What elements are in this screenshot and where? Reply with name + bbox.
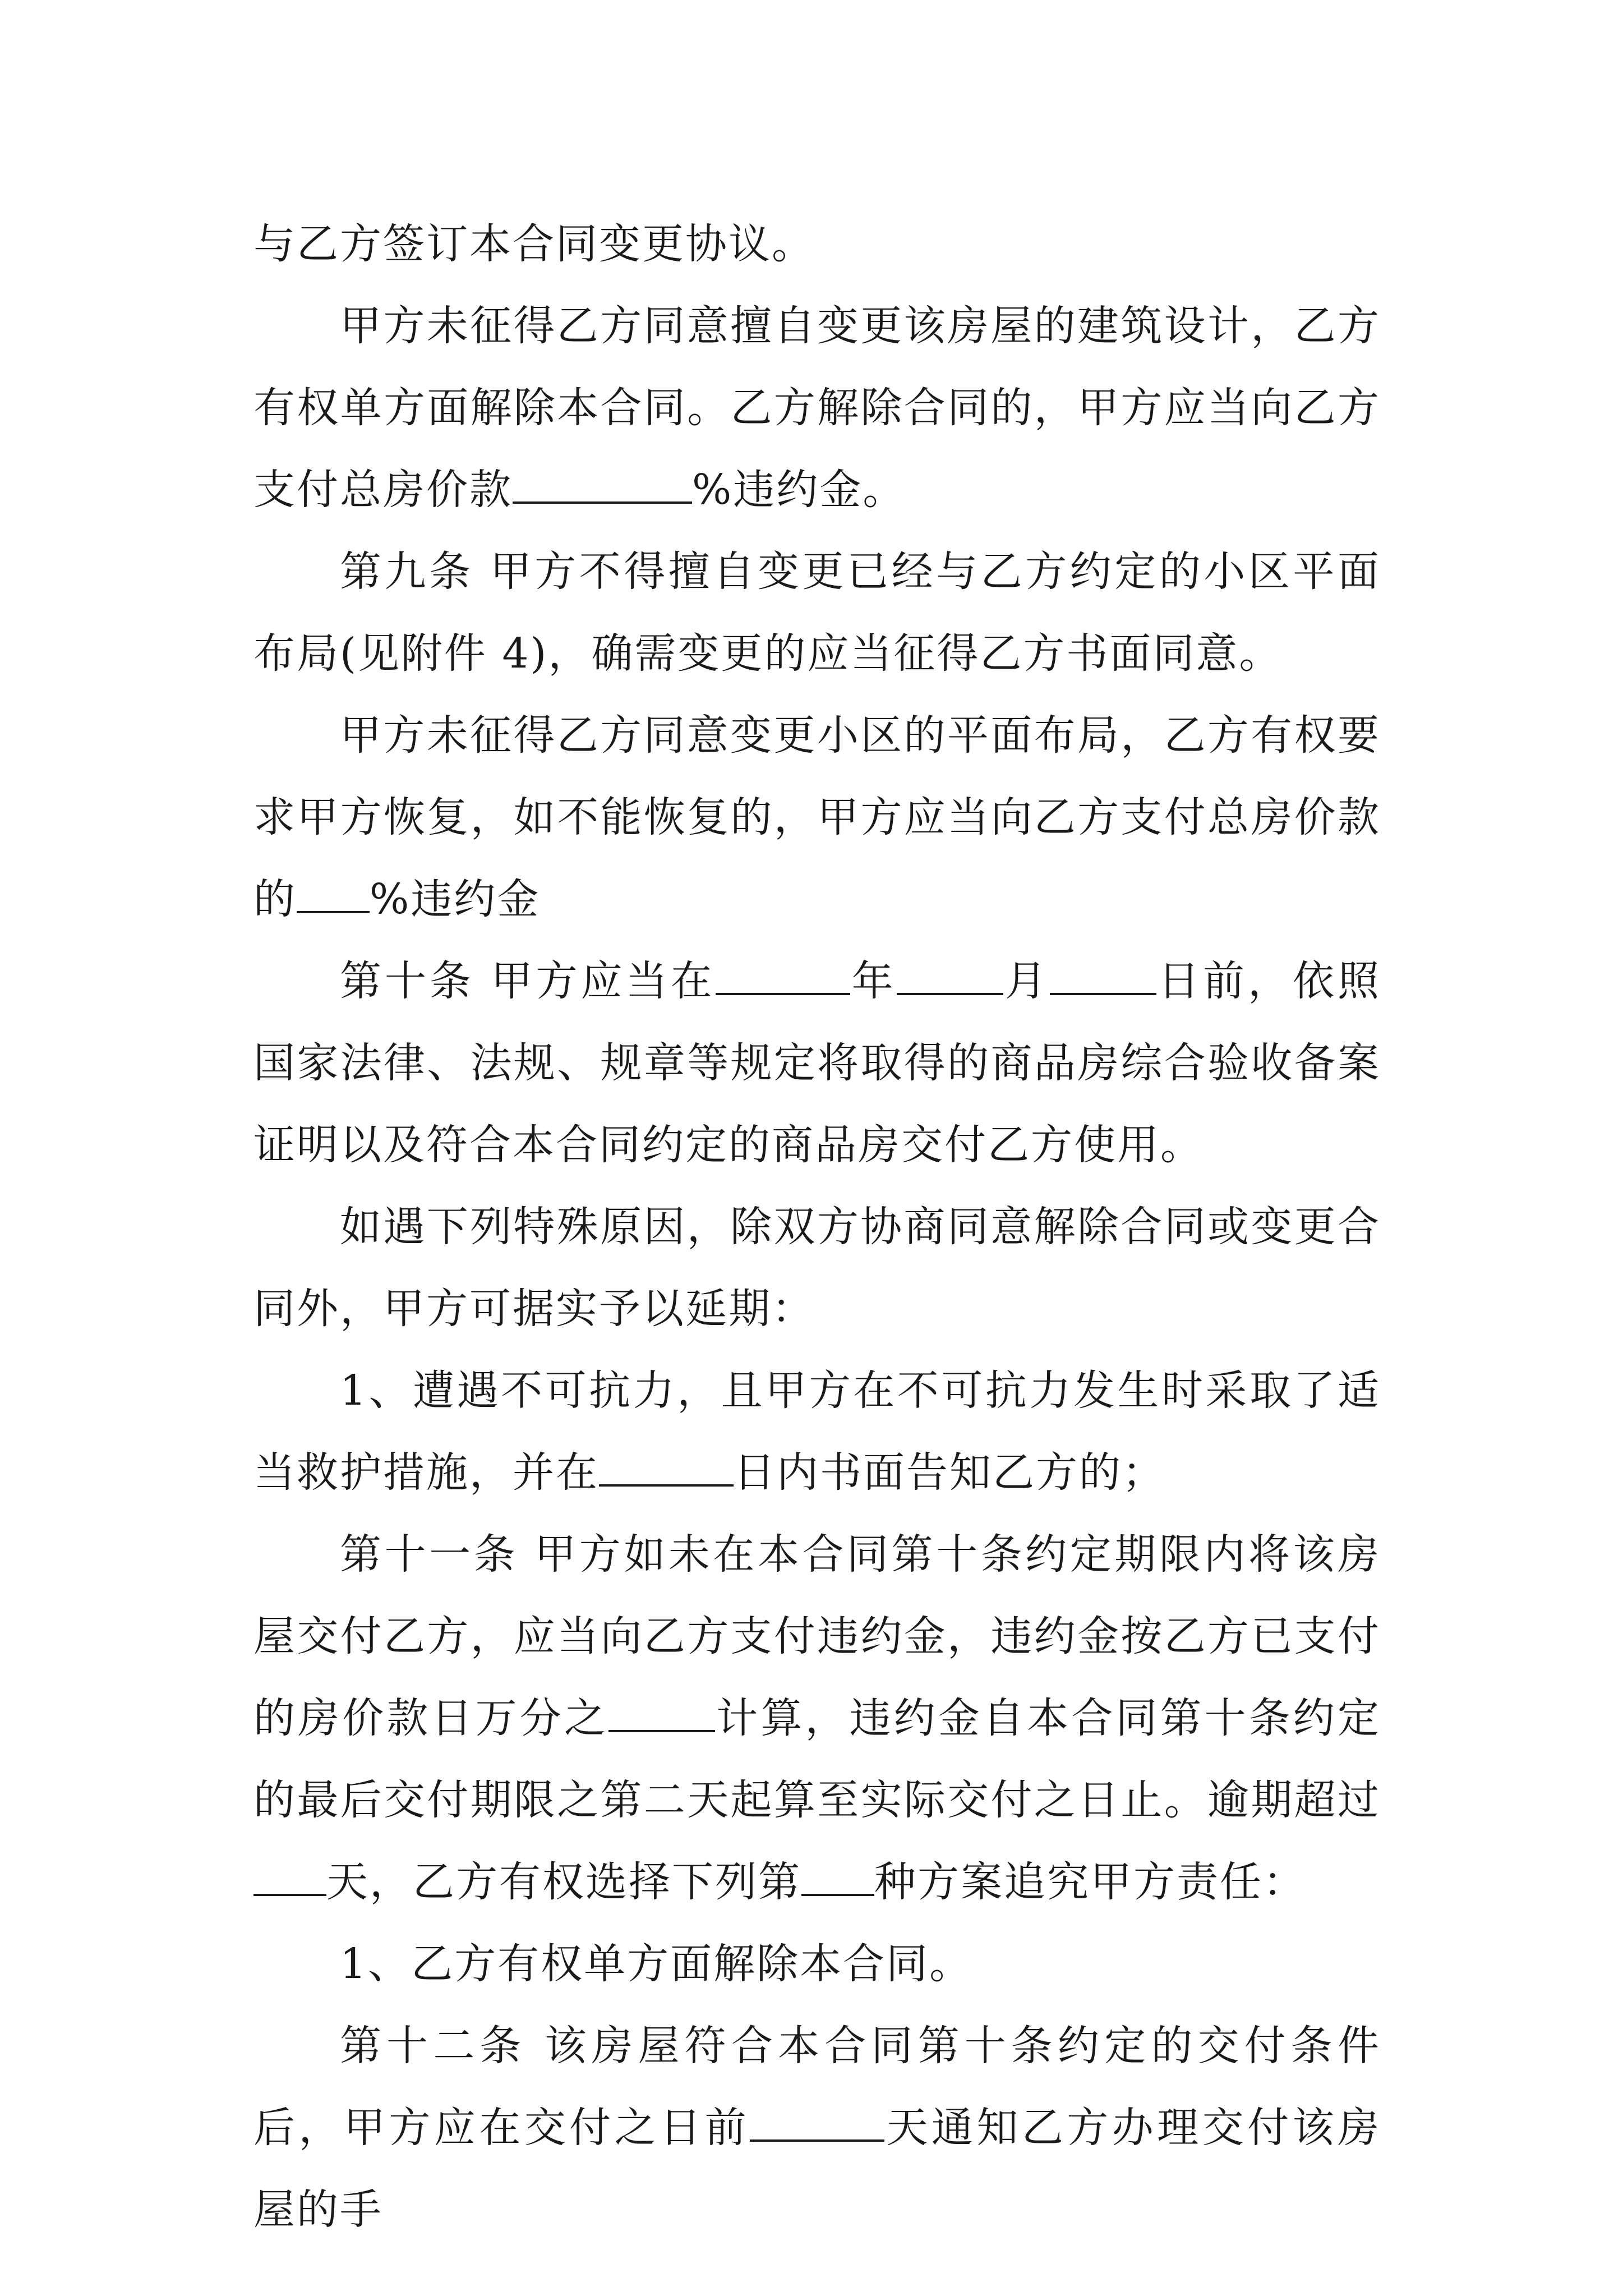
text-segment: 日内书面告知乙方的； <box>734 1448 1165 1497</box>
paragraph-9 <box>253 1923 1381 2005</box>
text-segment: 甲方未征得乙方同意擅自变更该房屋的建筑设计，乙方有权单方面解除本合同。乙方解除合同的，甲方应当向乙方支付总房价款 <box>253 302 1381 514</box>
text-segment: 1、遭遇不可抗力，且甲方在不可抗力发生时采取了适当救护措施，并在 <box>253 1366 1381 1497</box>
text-segment: 天，乙方有权选择下列第 <box>326 1858 801 1906</box>
paragraph-article-9 <box>253 531 1381 694</box>
text-segment: 如遇下列特殊原因，除双方协商同意解除合同或变更合同外，甲方可据实予以延期： <box>253 1203 1381 1333</box>
text-segment: 第十条 甲方应当在 <box>340 957 716 1005</box>
document-body <box>253 203 1381 2251</box>
text-segment: 与乙方签订本合同变更协议。 <box>253 220 815 268</box>
text-segment: 日前，依照国家法律、法规、规章等规定将取得的商品房综合验收备案证明以及符合本合同约定的商品房交付乙方使用。 <box>253 957 1381 1169</box>
paragraph-article-10 <box>253 940 1381 1186</box>
paragraph-4 <box>253 694 1381 940</box>
paragraph-article-12 <box>253 2005 1381 2251</box>
paragraph-article-11 <box>253 1513 1381 1923</box>
text-segment: %违约金。 <box>692 466 906 514</box>
fill-in-blank[interactable] <box>750 2106 884 2142</box>
text-segment: %违约金 <box>370 875 541 923</box>
text-segment: 第十一条 甲方如未在本合同第十条约定期限内将该房屋交付乙方，应当向乙方支付违约金，违约金按乙方已支付的房价款日万分之 <box>253 1530 1381 1742</box>
paragraph-2 <box>253 285 1381 531</box>
text-segment: 第九条 甲方不得擅自变更已经与乙方约定的小区平面布局(见附件 4)，确需变更的应当征得乙方书面同意。 <box>253 547 1381 678</box>
day-blank[interactable] <box>1050 959 1156 995</box>
text-segment: 甲方未征得乙方同意变更小区的平面布局，乙方有权要求甲方恢复，如不能恢复的，甲方应当向乙方支付总房价款的 <box>253 711 1381 923</box>
fill-in-blank[interactable] <box>253 1860 326 1896</box>
fill-in-blank[interactable] <box>608 1696 715 1732</box>
text-segment: 月 <box>1003 957 1050 1005</box>
fill-in-blank[interactable] <box>297 877 370 913</box>
text-segment: 第十二条 该房屋符合本合同第十条约定的交付条件后，甲方应在交付之日前 <box>253 2022 1381 2152</box>
text-segment: 天通知乙方办理交付该房屋的手 <box>253 2104 1381 2234</box>
text-segment: 计算，违约金自本合同第十条约定的最后交付期限之第二天起算至实际交付之日止。逾期超过 <box>253 1694 1381 1824</box>
year-blank[interactable] <box>716 959 850 995</box>
paragraph-7 <box>253 1350 1381 1513</box>
month-blank[interactable] <box>897 959 1003 995</box>
fill-in-blank[interactable] <box>513 468 692 504</box>
text-segment: 种方案追究甲方责任： <box>874 1858 1306 1906</box>
fill-in-blank[interactable] <box>801 1860 874 1896</box>
fill-in-blank[interactable] <box>599 1451 734 1487</box>
paragraph-6 <box>253 1186 1381 1350</box>
text-segment: 年 <box>850 957 897 1005</box>
text-segment: 1、乙方有权单方面解除本合同。 <box>340 1940 973 1988</box>
paragraph-1 <box>253 203 1381 285</box>
